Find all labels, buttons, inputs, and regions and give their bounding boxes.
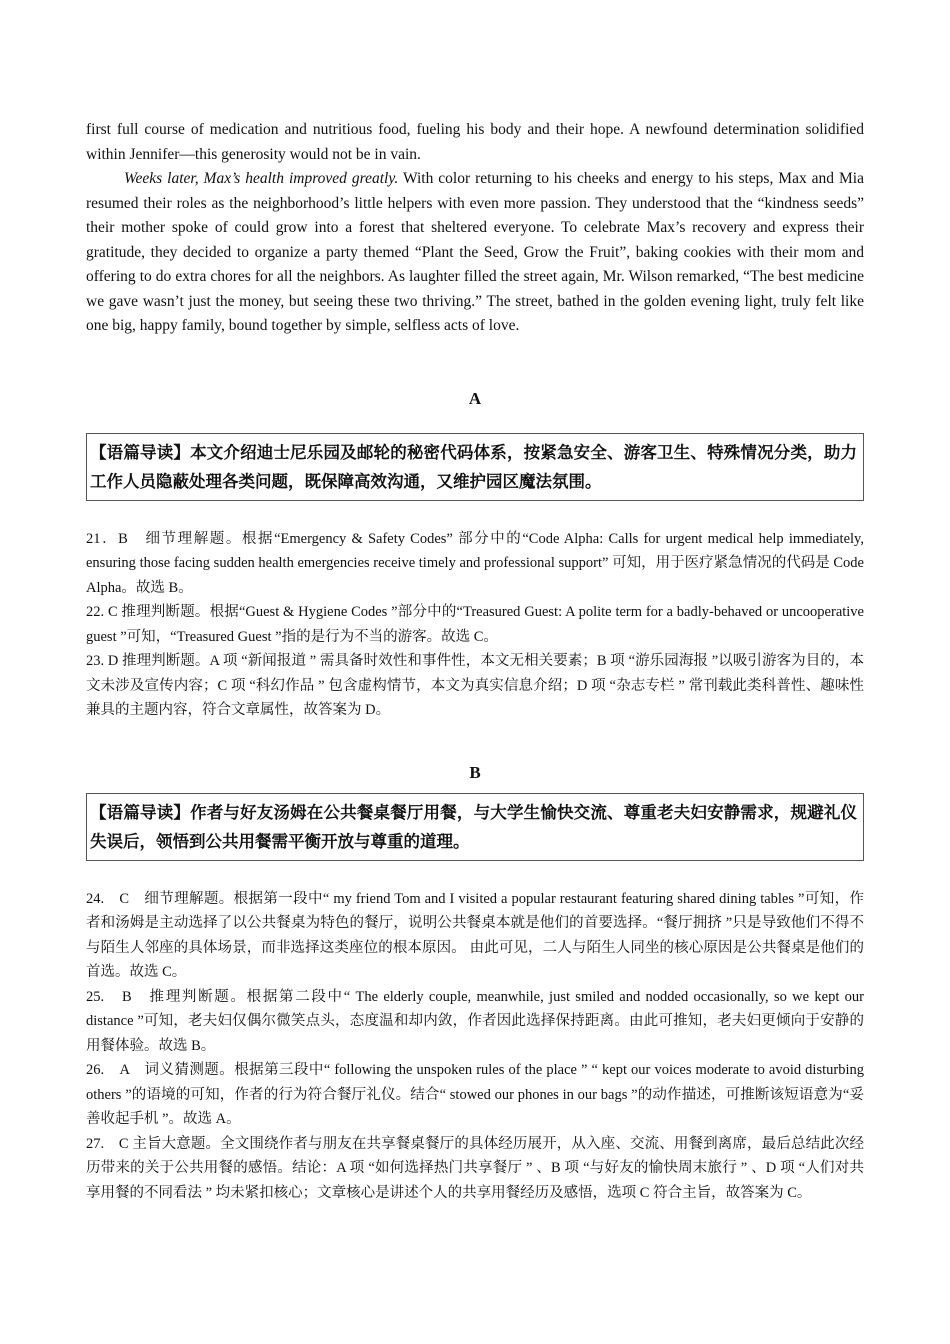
answer-23: 23. D 推理判断题。A 项 “新闻报道 ” 需具备时效性和事件性，本文无相关要素；B 项 “游乐园海报 ”以吸引游客为目的，本文未涉及宣传内容；C 项 “科幻作品 ” 包含虚构情节，本文为真实信息介绍；D 项 “杂志专栏 ” 常刊载此类科普性、趣味性兼具的主题内容，符合文章属性，故答案为 D。 <box>86 653 864 718</box>
section-b-answers <box>86 887 864 1206</box>
section-b-guide-box: 【语篇导读】作者与好友汤姆在公共餐桌餐厅用餐，与大学生愉快交流、尊重老夫妇安静需求，规避礼仪失误后，领悟到公共用餐需平衡开放与尊重的道理。 <box>86 793 864 861</box>
document-page <box>86 118 864 1205</box>
answer-26: 26. A 词义猜测题。根据第三段中“ following the unspoken rules of the place ” “ kept our voices moderate to avoid disturbing others ”的语境的可知，作者的行为符合餐厅礼仪。结合“ stowed our phones in our bags ”的动作描述，可推断该短语意为“妥善收起手机 ”。故选 A。 <box>86 1062 864 1127</box>
answer-22: 22. C 推理判断题。根据“Guest & Hygiene Codes ”部分中的“Treasured Guest: A polite term for a badly-behaved or uncooperative guest ”可知，“Treasured Guest ”指的是行为不当的游客。故选 C。 <box>86 604 864 645</box>
section-a-heading: A <box>468 388 482 408</box>
answer-27: 27. C 主旨大意题。全文围绕作者与朋友在共享餐桌餐厅的具体经历展开，从入座、交流、用餐到离席，最后总结此次经历带来的关于公共用餐的感悟。结论：A 项 “如何选择热门共享餐厅 ” 、B 项 “与好友的愉快周末旅行 ” 、D 项 “人们对共享用餐的不同看法 ” 均未紧扣核心；文章核心是讲述个人的共享用餐经历及感悟，选项 C 符合主旨，故答案为 C。 <box>86 1135 864 1201</box>
section-a-guide-box: 【语篇导读】本文介绍迪士尼乐园及邮轮的秘密代码体系，按紧急安全、游客卫生、特殊情况分类，助力工作人员隐蔽处理各类问题，既保障高效沟通，又维护园区魔法氛围。 <box>86 433 864 501</box>
answer-24: 24. C 细节理解题。根据第一段中“ my friend Tom and I visited a popular restaurant featuring shared dining tables ”可知，作者和汤姆是主动选择了以公共餐桌为特色的餐厅，说明公共餐桌本就是他们的首要选择。“餐厅拥挤 ”只是导致他们不得不与陌生人邻座的具体场景，而非选择这类座位的根本原因。 由此可见，二人与陌生人同坐的核心原因是公共餐桌是他们的首选。故选 C。 <box>86 890 864 980</box>
story-paragraph-2-italic: Weeks later, Max’s health improved greatly. <box>124 170 399 187</box>
story-paragraph-2-rest: With color returning to his cheeks and energy to his steps, Max and Mia resumed their roles as the neighborhood’s little helpers with even more passion. They understood that the “kindness seeds” their mother spoke of could grow into a forest that sheltered everyone. To celebrate Max’s recovery and express their gratitude, they decided to organize a party themed “Plant the Seed, Grow the Fruit”, baking cookies with their mom and offering to do extra chores for all the neighbors. As laughter filled the street again, Mr. Wilson remarked, “The best medicine we gave wasn’t just the money, but seeing these two thriving.” The street, bathed in the golden evening light, truly felt like one big, happy family, bound together by simple, selfless acts of love. <box>86 170 864 334</box>
answer-21: 21．B 细节理解题。根据“Emergency & Safety Codes” 部分中的“Code Alpha: Calls for urgent medical help immediately, ensuring those facing sudden health emergencies receive timely and professional support” 可知，用于医疗紧急情况的代码是 Code Alpha。故选 B。 <box>86 530 864 596</box>
section-b-heading: B <box>469 762 481 782</box>
story-paragraph-1: first full course of medication and nutritious food, fueling his body and their hope. A newfound determination solidified within Jennifer—this generosity would not be in vain. <box>86 121 864 163</box>
section-a-answers <box>86 527 864 723</box>
story-paragraph-2 <box>86 167 864 339</box>
answer-25: 25. B 推理判断题。根据第二段中“ The elderly couple, meanwhile, just smiled and nodded occasionally, so we kept our distance ”可知，老夫妇仅偶尔微笑点头，态度温和却内敛，作者因此选择保持距离。由此可推知，老夫妇更倾向于安静的用餐体验。故选 B。 <box>86 988 864 1054</box>
story-text <box>86 118 864 339</box>
